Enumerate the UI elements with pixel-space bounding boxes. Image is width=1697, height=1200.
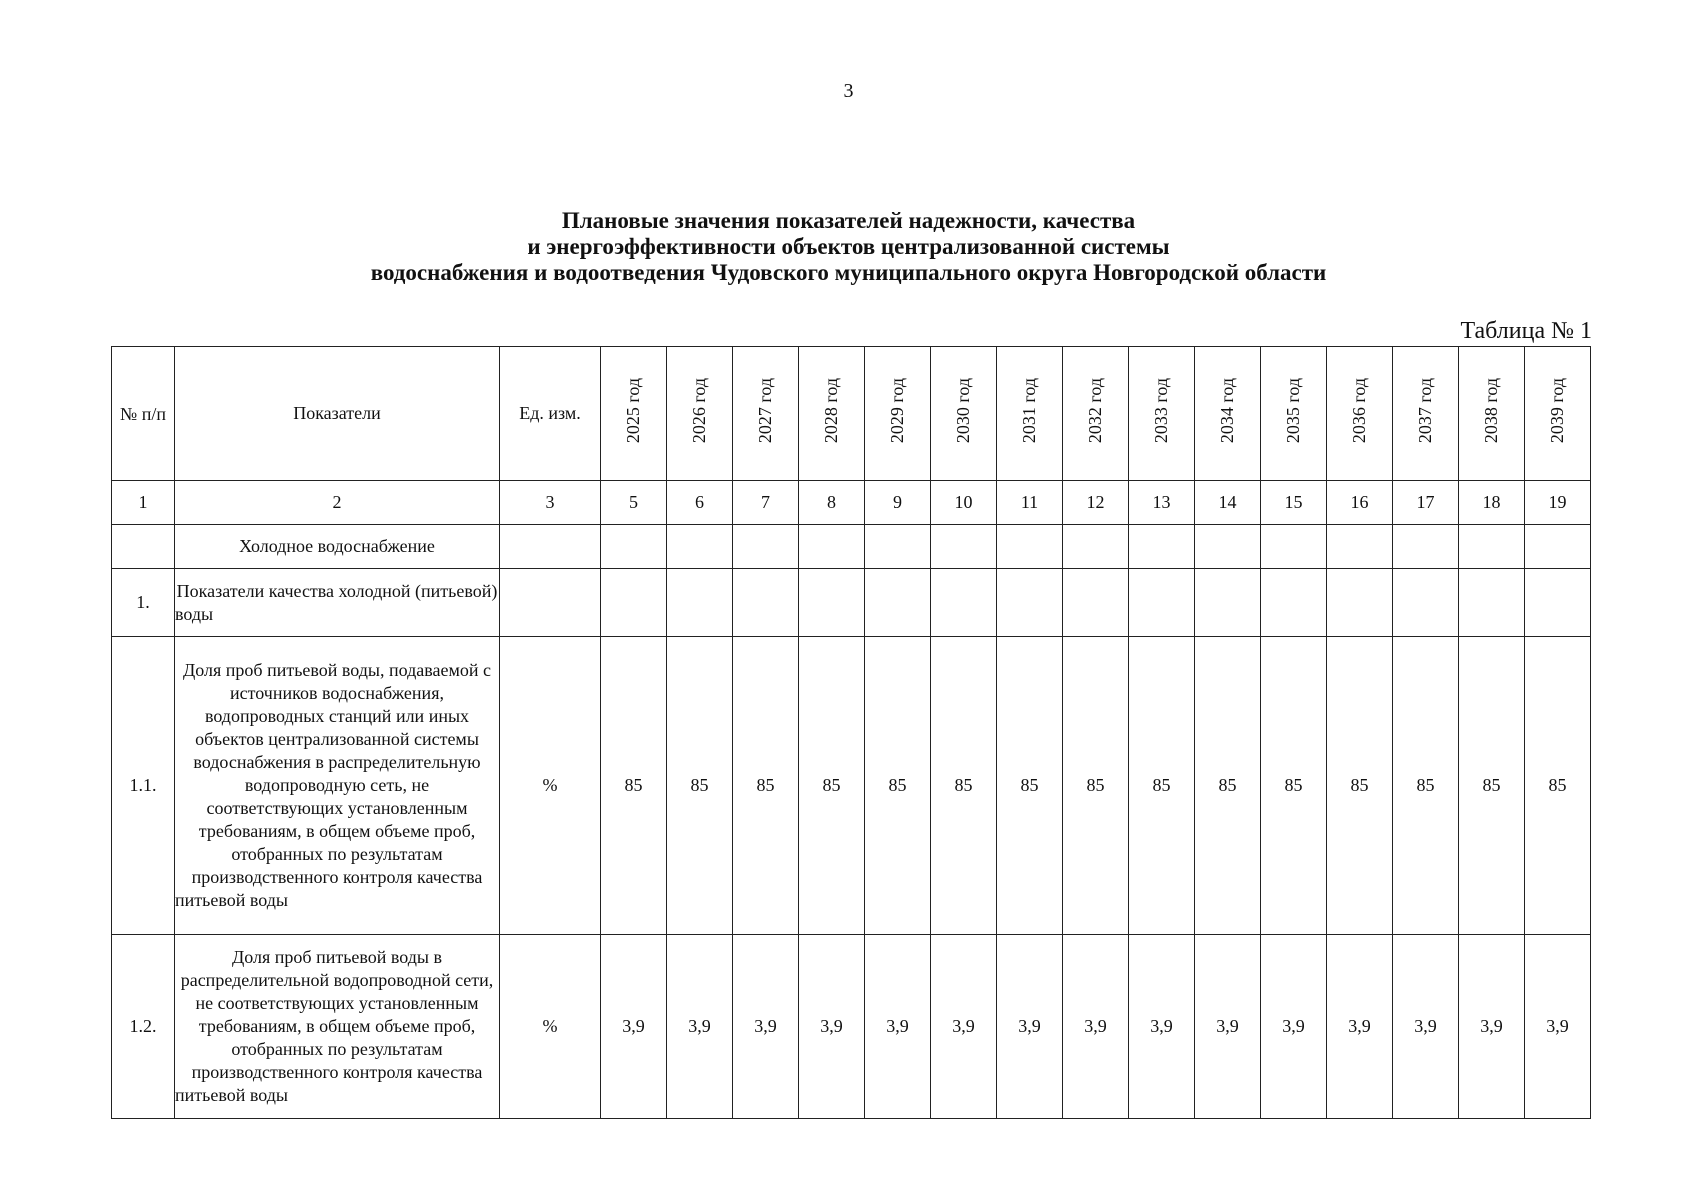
empty-cell xyxy=(799,569,865,637)
title-line-2: и энергоэффективности объектов централизованной системы xyxy=(527,234,1170,259)
header-year: 2032 год xyxy=(1063,347,1129,481)
empty-cell xyxy=(733,525,799,569)
header-year: 2034 год xyxy=(1195,347,1261,481)
row-value: 3,9 xyxy=(1327,935,1393,1119)
header-year: 2036 год xyxy=(1327,347,1393,481)
row-value: 3,9 xyxy=(1525,935,1591,1119)
section-num-cell xyxy=(112,525,175,569)
row-value: 85 xyxy=(601,637,667,935)
empty-cell xyxy=(667,569,733,637)
column-number: 19 xyxy=(1525,481,1591,525)
row-value: 85 xyxy=(1393,637,1459,935)
header-year: 2028 год xyxy=(799,347,865,481)
row-value: 85 xyxy=(1525,637,1591,935)
column-number: 17 xyxy=(1393,481,1459,525)
row-value: 3,9 xyxy=(799,935,865,1119)
row-value: 3,9 xyxy=(733,935,799,1119)
table-row xyxy=(112,935,1591,1119)
column-number: 2 xyxy=(175,481,500,525)
row-value: 85 xyxy=(1261,637,1327,935)
empty-cell xyxy=(997,525,1063,569)
row-value: 85 xyxy=(1063,637,1129,935)
row-num: 1.2. xyxy=(112,935,175,1119)
row-indicator: Доля проб питьевой воды в распределительной водопроводной сети, не соответствующих установленным требованиям, в общем объеме проб, отобранных по результатам производственного контроля качества питьевой воды xyxy=(175,935,500,1119)
row-value: 3,9 xyxy=(1195,935,1261,1119)
header-year: 2030 год xyxy=(931,347,997,481)
header-indicator: Показатели xyxy=(175,347,500,481)
empty-cell xyxy=(865,525,931,569)
empty-cell xyxy=(931,525,997,569)
table-row xyxy=(112,637,1591,935)
row-value: 85 xyxy=(1327,637,1393,935)
empty-cell xyxy=(1063,525,1129,569)
row-value: 3,9 xyxy=(1063,935,1129,1119)
header-year: 2035 год xyxy=(1261,347,1327,481)
empty-cell xyxy=(931,569,997,637)
row-value: 3,9 xyxy=(1129,935,1195,1119)
group-unit-cell xyxy=(500,569,601,637)
section-row xyxy=(112,525,1591,569)
empty-cell xyxy=(601,569,667,637)
row-value: 3,9 xyxy=(997,935,1063,1119)
column-number: 13 xyxy=(1129,481,1195,525)
empty-cell xyxy=(601,525,667,569)
column-number: 16 xyxy=(1327,481,1393,525)
table-label: Таблица № 1 xyxy=(1460,318,1592,344)
column-number: 11 xyxy=(997,481,1063,525)
row-value: 3,9 xyxy=(667,935,733,1119)
header-year: 2026 год xyxy=(667,347,733,481)
title-line-1: Плановые значения показателей надежности, качества xyxy=(561,208,1136,233)
empty-cell xyxy=(667,525,733,569)
row-indicator: Доля проб питьевой воды, подаваемой с источников водоснабжения, водопроводных станций или иных объектов централизованной системы водоснабжения в распределительную водопроводную сеть, не соответствующих установленным требованиям, в общем объеме проб, отобранных по результатам производственного контроля качества питьевой воды xyxy=(175,637,500,935)
empty-cell xyxy=(1129,525,1195,569)
header-year: 2039 год xyxy=(1525,347,1591,481)
group-num: 1. xyxy=(112,569,175,637)
empty-cell xyxy=(1525,525,1591,569)
header-row xyxy=(112,347,1591,481)
header-year: 2027 год xyxy=(733,347,799,481)
empty-cell xyxy=(1327,525,1393,569)
header-year: 2037 год xyxy=(1393,347,1459,481)
row-value: 85 xyxy=(1195,637,1261,935)
empty-cell xyxy=(1195,525,1261,569)
column-number: 3 xyxy=(500,481,601,525)
row-value: 85 xyxy=(931,637,997,935)
row-value: 3,9 xyxy=(601,935,667,1119)
row-value: 85 xyxy=(799,637,865,935)
column-number: 18 xyxy=(1459,481,1525,525)
row-value: 85 xyxy=(733,637,799,935)
group-row xyxy=(112,569,1591,637)
header-year: 2031 год xyxy=(997,347,1063,481)
section-title: Холодное водоснабжение xyxy=(175,525,500,569)
empty-cell xyxy=(997,569,1063,637)
empty-cell xyxy=(1459,525,1525,569)
empty-cell xyxy=(1327,569,1393,637)
header-year: 2025 год xyxy=(601,347,667,481)
empty-cell xyxy=(799,525,865,569)
row-value: 3,9 xyxy=(931,935,997,1119)
page-number: 3 xyxy=(843,80,854,102)
column-number: 5 xyxy=(601,481,667,525)
empty-cell xyxy=(1261,525,1327,569)
row-value: 85 xyxy=(667,637,733,935)
empty-cell xyxy=(1525,569,1591,637)
column-number: 6 xyxy=(667,481,733,525)
column-number: 10 xyxy=(931,481,997,525)
indicators-table xyxy=(111,346,1591,1119)
row-unit: % xyxy=(500,935,601,1119)
column-number: 9 xyxy=(865,481,931,525)
column-number: 15 xyxy=(1261,481,1327,525)
empty-cell xyxy=(1195,569,1261,637)
empty-cell xyxy=(865,569,931,637)
row-value: 3,9 xyxy=(1393,935,1459,1119)
empty-cell xyxy=(1393,569,1459,637)
header-year: 2029 год xyxy=(865,347,931,481)
column-number: 1 xyxy=(112,481,175,525)
empty-cell xyxy=(1393,525,1459,569)
row-value: 3,9 xyxy=(1459,935,1525,1119)
row-value: 3,9 xyxy=(865,935,931,1119)
group-label: Показатели качества холодной (питьевой) воды xyxy=(175,569,500,637)
header-num: № п/п xyxy=(112,347,175,481)
row-unit: % xyxy=(500,637,601,935)
empty-cell xyxy=(1261,569,1327,637)
header-year: 2033 год xyxy=(1129,347,1195,481)
column-number-row xyxy=(112,481,1591,525)
empty-cell xyxy=(1063,569,1129,637)
header-year: 2038 год xyxy=(1459,347,1525,481)
row-value: 85 xyxy=(1129,637,1195,935)
header-unit: Ед. изм. xyxy=(500,347,601,481)
row-num: 1.1. xyxy=(112,637,175,935)
empty-cell xyxy=(733,569,799,637)
empty-cell xyxy=(1129,569,1195,637)
row-value: 85 xyxy=(865,637,931,935)
title-line-3: водоснабжения и водоотведения Чудовского муниципального округа Новгородской области xyxy=(370,260,1327,285)
row-value: 3,9 xyxy=(1261,935,1327,1119)
column-number: 7 xyxy=(733,481,799,525)
document-title xyxy=(0,208,1697,286)
column-number: 8 xyxy=(799,481,865,525)
section-unit-cell xyxy=(500,525,601,569)
empty-cell xyxy=(1459,569,1525,637)
row-value: 85 xyxy=(997,637,1063,935)
column-number: 14 xyxy=(1195,481,1261,525)
row-value: 85 xyxy=(1459,637,1525,935)
column-number: 12 xyxy=(1063,481,1129,525)
